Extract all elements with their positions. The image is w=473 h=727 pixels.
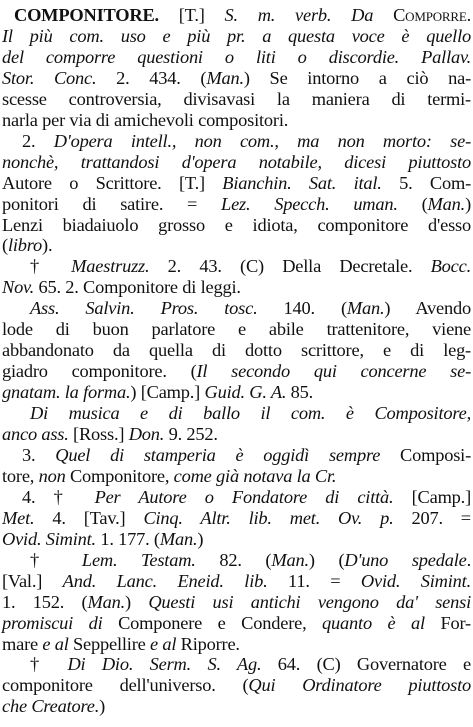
entry-text: Man. xyxy=(87,591,125,612)
entry-text: gnatam. la forma. xyxy=(2,382,131,403)
entry-text: ponitori di satire. = xyxy=(2,193,222,214)
entry-text: Il secondo qui concerne se- xyxy=(196,361,472,382)
entry-text: che Creatore. xyxy=(2,696,100,717)
entry-text: ) xyxy=(465,193,471,214)
entry-text: Guid. G. A. xyxy=(204,382,287,403)
entry-text: ). xyxy=(42,235,53,256)
entry-text: Bocc. xyxy=(430,256,471,277)
entry-text: 1. 177. ( xyxy=(95,528,160,549)
entry-text: Per Autore o Fondatore di città. xyxy=(94,486,394,507)
entry-text: Ovid. Simint. xyxy=(360,570,471,591)
entry-text: Di Dio. Serm. S. Ag. xyxy=(67,654,262,675)
entry-text: nonchè, trattandosi d'opera notabile, dicesi piuttosto xyxy=(2,151,471,172)
entry-text: Met. xyxy=(2,507,35,528)
entry-text: Ovid. Simint. xyxy=(2,528,96,549)
entry-text: Don. xyxy=(128,424,165,444)
entry-text: ) xyxy=(99,696,106,717)
entry-text: Ass. Salvin. Pros. tosc. xyxy=(30,298,258,319)
entry-text: 85. xyxy=(286,382,314,403)
entry-text: 3. xyxy=(22,444,56,465)
entry-text: scesse controversia, divisavasi la maniera di termi- xyxy=(2,88,471,109)
entry-text: † xyxy=(30,549,82,570)
entry-text: 4. [Tav.] xyxy=(34,507,144,528)
entry-text: Maestruzz. xyxy=(71,256,150,277)
entry-text: 2. xyxy=(22,130,54,151)
entry-text: Cinq. Altr. lib. met. Ov. p. xyxy=(143,507,394,528)
entry-text: ) xyxy=(125,591,149,612)
entry-text: [T.] xyxy=(158,5,225,25)
entry-text: ( xyxy=(2,235,8,256)
entry-text: Man. xyxy=(271,549,309,570)
entry-text: For- xyxy=(424,612,471,633)
entry-text: componitore dell'universo. ( xyxy=(2,675,249,696)
entry-text: Quel di stamperia è oggidì sempre xyxy=(55,444,381,465)
entry-text: Questi usi antichi vengono da' sensi xyxy=(148,591,472,612)
entry-text: 2. 434. ( xyxy=(96,67,207,88)
entry-text: D'uno spedale xyxy=(344,549,467,570)
entry-text: ) Avendo xyxy=(384,298,471,319)
entry-text: Nov. xyxy=(2,277,35,298)
entry-text: Man. xyxy=(346,298,385,319)
entry-text: 207. = xyxy=(393,507,471,528)
entry-text: Seppellire xyxy=(68,633,150,654)
entry-text: COMPONITORE. xyxy=(14,5,159,25)
entry-text: Stor. Conc. xyxy=(2,67,97,88)
entry-text: ( xyxy=(397,193,428,214)
entry-text: narla per via di amichevoli compositori. xyxy=(2,109,289,130)
entry-text: come già notava la Cr. xyxy=(173,465,337,486)
entry-text: promiscui di xyxy=(2,612,103,633)
entry-text: † xyxy=(30,256,72,277)
entry-text: 11. = xyxy=(267,570,361,591)
entry-text: Il più com. uso e più pr. a questa voce è quello xyxy=(2,25,471,46)
entry-text: mare xyxy=(2,633,43,654)
entry-text: [Val.] xyxy=(2,570,63,591)
entry-text: Lem. Testam. xyxy=(81,549,196,570)
entry-text: ) ( xyxy=(308,549,345,570)
entry-line xyxy=(2,693,471,719)
entry-text: Componitore, xyxy=(65,465,174,486)
entry-text: giadro componitore. ( xyxy=(2,361,197,382)
entry-text: tore, xyxy=(2,465,39,486)
entry-text: e al xyxy=(149,633,177,654)
entry-text: 9. 252. xyxy=(164,424,218,444)
entry-text: Qui Ordinatore piuttosto xyxy=(248,675,471,696)
entry-text: Man. xyxy=(159,528,198,549)
entry-text: non xyxy=(38,465,66,486)
entry-text: 1. 152. ( xyxy=(2,591,88,612)
entry-text: Composi- xyxy=(380,444,471,465)
entry-text: e al xyxy=(42,633,69,654)
entry-text: Autore o Scrittore. [T.] xyxy=(2,172,223,193)
entry-text: 4. † xyxy=(22,486,95,507)
entry-text: Man. xyxy=(206,67,244,88)
entry-text: ) xyxy=(197,528,204,549)
entry-text: libro xyxy=(7,235,43,256)
entry-text: 82. ( xyxy=(195,549,272,570)
entry-text: Riporre. xyxy=(176,633,240,654)
entry-text: And. Lanc. Eneid. lib. xyxy=(62,570,268,591)
dictionary-page xyxy=(2,2,471,725)
entry-text: 5. Com- xyxy=(381,172,471,193)
entry-text: lode di buon parlatore e abile trattenitore, viene xyxy=(2,319,471,340)
entry-text: Comporre xyxy=(393,5,467,25)
entry-text: † xyxy=(30,654,68,675)
entry-text: Componere e Condere, xyxy=(102,612,323,633)
entry-text: Lez. Specch. uman. xyxy=(221,193,398,214)
entry-text: 2. 43. (C) Della Decretale. xyxy=(149,256,431,277)
entry-text: Man. xyxy=(427,193,466,214)
entry-text: D'opera intell., non com., ma non morto: se- xyxy=(53,130,472,151)
entry-text: Di musica e di ballo il com. è Compositore, xyxy=(30,403,471,424)
entry-text: 65. 2. Componitore di leggi. xyxy=(34,277,241,298)
entry-text: del comporre questioni o liti o discordie. Pallav. xyxy=(2,46,471,67)
entry-text: ) [Camp.] xyxy=(130,382,205,403)
entry-text: abbandonato da quella di dotto scrittore, e di leg- xyxy=(2,340,471,361)
entry-text: [Ross.] xyxy=(68,424,129,444)
entry-text: 140. ( xyxy=(257,298,347,319)
entry-text: . xyxy=(466,549,472,570)
entry-text: ) Se intorno a ciò na- xyxy=(243,67,471,88)
entry-text: Bianchin. Sat. ital. xyxy=(222,172,382,193)
entry-text: 64. (C) Governatore e xyxy=(261,654,471,675)
entry-text: S. m. verb. Da xyxy=(224,5,394,25)
entry-text: . xyxy=(466,5,471,25)
entry-text: anco ass. xyxy=(2,424,69,444)
entry-text: [Camp.] xyxy=(393,486,472,507)
entry-text: Lenzi biadaiuolo grosso e idiota, componitore d'esso xyxy=(2,214,471,235)
entry-text: quanto è al xyxy=(322,612,425,633)
